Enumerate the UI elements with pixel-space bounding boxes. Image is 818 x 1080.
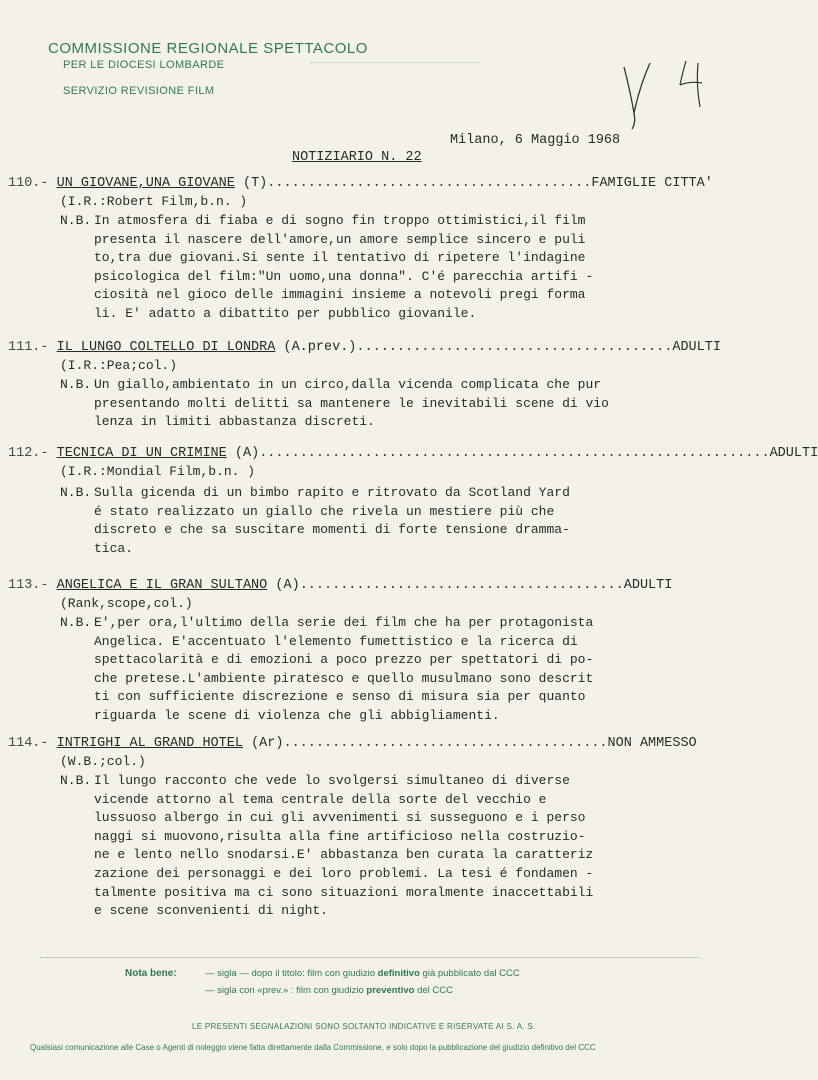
note-line: presenta il nascere dell'amore,un amore semplice sincero e puli bbox=[94, 231, 586, 247]
bulletin-number: NOTIZIARIO N. 22 bbox=[292, 150, 422, 165]
note-line: to,tra due giovani.Si sente il tentativo di ripetere l'indagine bbox=[94, 250, 586, 266]
note-line: zazione dei personaggi e dei loro problemi. La tesi é fondamen - bbox=[94, 865, 594, 881]
film-rating: ADULTI bbox=[623, 578, 673, 593]
film-distributor: (I.R.:Mondial Film,b.n. ) bbox=[60, 464, 256, 479]
note-line: tica. bbox=[94, 540, 134, 556]
note-line: é stato realizzato un giallo che rivela un mestiere più che bbox=[94, 503, 555, 519]
footer-divider bbox=[40, 957, 700, 958]
note-line: E',per ora,l'ultimo della serie dei film che ha per protagonista bbox=[94, 615, 594, 630]
note-prefix: N.B. bbox=[60, 615, 92, 630]
handwritten-initials-icon bbox=[610, 45, 720, 135]
note-line: ciosità nel gioco delle immagini insieme a notevoli pregi forma bbox=[94, 287, 586, 303]
entry-number: 111.- bbox=[8, 340, 49, 355]
entry-heading bbox=[8, 176, 713, 191]
document-date: Milano, 6 Maggio 1968 bbox=[450, 133, 621, 148]
nota-text: già pubblicato dal CCC bbox=[419, 968, 520, 979]
entry-number: 112.- bbox=[8, 446, 49, 461]
nota-bene-line bbox=[205, 968, 520, 979]
film-distributor: (Rank,scope,col.) bbox=[60, 596, 193, 611]
note-line: lussuoso albergo in cui gli avvenimenti si susseguono e i perso bbox=[94, 810, 586, 826]
letterhead-title: COMMISSIONE REGIONALE SPETTACOLO bbox=[48, 40, 368, 57]
film-title: IL LUNGO COLTELLO DI LONDRA bbox=[56, 340, 276, 355]
entry-number: 113.- bbox=[8, 578, 49, 593]
nota-emphasis: preventivo bbox=[366, 985, 415, 996]
disclaimer-text: Qualsiasi comunicazione alle Case o Agenti di noleggio viene fatta direttamente dalla Commissione, e solo dopo la pubblicazione del giudizio definitivo del CCC bbox=[30, 1043, 596, 1052]
leader-dots: ............................................................... bbox=[259, 446, 770, 461]
film-title: ANGELICA E IL GRAN SULTANO bbox=[56, 578, 268, 593]
entry-heading bbox=[8, 736, 697, 751]
leader-dots: ....................................... bbox=[356, 340, 673, 355]
note-prefix: N.B. bbox=[60, 213, 92, 228]
note-line: spettacolarità e di emozioni a poco prezzo per spettatori di po- bbox=[94, 652, 594, 668]
letterhead bbox=[48, 40, 368, 97]
entry-heading bbox=[8, 578, 672, 593]
entry-heading bbox=[8, 446, 818, 461]
note-line: lenza in limiti abbastanza discreti. bbox=[94, 414, 375, 430]
note-line: psicologica del film:"Un uomo,una donna". C'é parecchia artifi - bbox=[94, 268, 594, 284]
note-line: Sulla gicenda di un bimbo rapito e ritrovato da Scotland Yard bbox=[94, 485, 570, 500]
leader-dots: ........................................ bbox=[283, 736, 608, 751]
letterhead-subtitle: PER LE DIOCESI LOMBARDE bbox=[63, 59, 225, 71]
nota-emphasis: definitivo bbox=[377, 968, 420, 979]
film-distributor: (I.R.:Pea;col.) bbox=[60, 358, 178, 373]
disclaimer-heading: LE PRESENTI SEGNALAZIONI SONO SOLTANTO INDICATIVE E RISERVATE AI S. A. S. bbox=[192, 1022, 536, 1031]
nota-text: — sigla con «prev.» : film con giudizio bbox=[205, 985, 367, 996]
film-rating: FAMIGLIE CITTA' bbox=[591, 176, 713, 191]
nota-text: — sigla — dopo il titolo: film con giudizio bbox=[205, 968, 378, 979]
note-line: li. E' adatto a dibattito per pubblico giovanile. bbox=[94, 305, 477, 321]
film-note bbox=[60, 376, 660, 432]
entry-number: 114.- bbox=[8, 736, 49, 751]
letterhead-dotted-rule bbox=[310, 62, 480, 63]
film-title: UN GIOVANE,UNA GIOVANE bbox=[56, 176, 235, 191]
note-line: talmente positiva ma ci sono situazioni moralmente inaccettabili bbox=[94, 884, 594, 900]
note-line: e scene sconvenienti di night. bbox=[94, 903, 329, 919]
film-distributor: (W.B.;col.) bbox=[60, 754, 146, 769]
note-line: In atmosfera di fiaba e di sogno fin troppo ottimistici,il film bbox=[94, 213, 586, 228]
nota-text: del CCC bbox=[414, 985, 453, 996]
letterhead-service: SERVIZIO REVISIONE FILM bbox=[63, 85, 215, 97]
note-line: discreto e che sa suscitare momenti di forte tensione dramma- bbox=[94, 522, 570, 538]
film-note bbox=[60, 212, 660, 324]
note-prefix: N.B. bbox=[60, 485, 92, 500]
note-line: presentando molti delitti sa mantenere le inevitabili scene di vio bbox=[94, 395, 609, 411]
film-note bbox=[60, 614, 660, 726]
entry-heading bbox=[8, 340, 721, 355]
film-rating: ADULTI bbox=[769, 446, 818, 461]
film-distributor: (I.R.:Robert Film,b.n. ) bbox=[60, 194, 248, 209]
note-line: Un giallo,ambientato in un circo,dalla vicenda complicata che pur bbox=[94, 377, 602, 392]
note-line: riguarda le scene di violenza che gli abbigliamenti. bbox=[94, 707, 500, 723]
film-title: TECNICA DI UN CRIMINE bbox=[56, 446, 227, 461]
film-code: (A) bbox=[275, 578, 300, 593]
film-code: (A.prev.) bbox=[283, 340, 357, 355]
film-code: (Ar) bbox=[251, 736, 284, 751]
note-line: Angelica. E'accentuato l'elemento fumettistico e la ricerca di bbox=[94, 633, 578, 649]
note-prefix: N.B. bbox=[60, 377, 92, 392]
note-prefix: N.B. bbox=[60, 773, 92, 788]
nota-bene-line bbox=[205, 985, 453, 996]
leader-dots: ........................................ bbox=[299, 578, 624, 593]
film-note bbox=[60, 772, 660, 921]
note-line: Il lungo racconto che vede lo svolgersi simultaneo di diverse bbox=[94, 773, 570, 788]
film-note bbox=[60, 484, 660, 558]
note-line: che pretese.L'ambiente piratesco e quello musulmano sono descrit bbox=[94, 670, 594, 686]
film-title: INTRIGHI AL GRAND HOTEL bbox=[56, 736, 243, 751]
leader-dots: ........................................ bbox=[267, 176, 592, 191]
note-line: ne e lento nello snodarsi.E' abbastanza ben curata la caratteriz bbox=[94, 847, 594, 863]
note-line: vicende attorno al tema centrale della sorte del vecchio e bbox=[94, 791, 547, 807]
note-line: naggi si muovono,risulta alla fine artificioso nella costruzio- bbox=[94, 828, 586, 844]
film-code: (T) bbox=[242, 176, 268, 191]
entry-number: 110.- bbox=[8, 176, 49, 191]
film-rating: ADULTI bbox=[672, 340, 721, 355]
note-line: ti con sufficiente discrezione e senso di misura sia per quanto bbox=[94, 689, 586, 705]
film-code: (A) bbox=[234, 446, 260, 461]
film-rating: NON AMMESSO bbox=[607, 736, 697, 751]
nota-bene-label: Nota bene: bbox=[125, 968, 177, 979]
